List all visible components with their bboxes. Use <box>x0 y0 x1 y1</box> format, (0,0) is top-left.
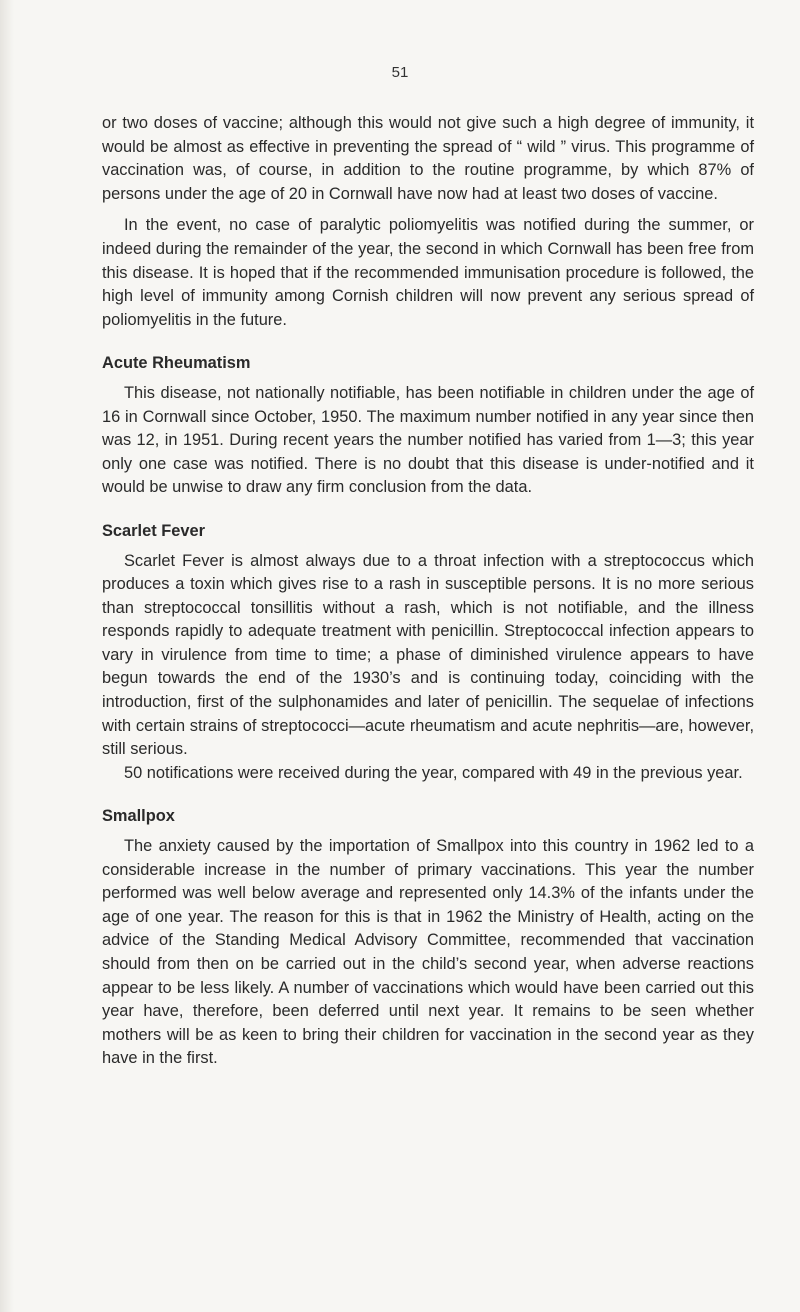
page-number: 51 <box>391 64 409 81</box>
heading-scarlet-fever: Scarlet Fever <box>102 521 205 540</box>
paragraph-scarlet-fever: Scarlet Fever is almost always due to a throat infection with a streptococcus which produces a toxin which gives rise to a rash in susceptible persons. It is no more serious than streptococcal tonsillitis without a rash, which is not notifiable, and the illness responds rapidly to adequate treatment with penicillin. Streptococcal infection appears to vary in virulence from time to time; a phase of diminished virulence appears to have begun towards the end of the 1930’s and is continuing today, coinciding with the introduction, first of the sulphonamides and later of penicillin. The sequelae of infections with certain strains of streptococci—acute rheumatism and acute nephritis—are, however, still serious. <box>102 551 754 759</box>
paragraph-poliomyelitis: In the event, no case of paralytic poliomyelitis was notified during the summer, or indeed during the remainder of the year, the second in which Cornwall has been free from this disease. It is hoped that if the recommended immunisation procedure is followed, the high level of immunity among Cornish children will now prevent any serious spread of poliomyelitis in the future. <box>102 216 754 329</box>
paragraph-vaccine-doses: or two doses of vaccine; although this would not give such a high degree of immunity, it would be almost as effective in preventing the spread of “ wild ” virus. This programme of vaccination was, of course, in addition to the routine programme, by which 87% of persons under the age of 20 in Cornwall have now had at least two doses of vaccine. <box>102 114 754 203</box>
paragraph-scarlet-fever-notifications: 50 notifications were received during the year, compared with 49 in the previous year. <box>124 763 743 782</box>
paragraph-smallpox: The anxiety caused by the importation of Smallpox into this country in 1962 led to a considerable increase in the number of primary vaccinations. This year the number performed was well below average and represented only 14.3% of the infants under the age of one year. The reason for this is that in 1962 the Ministry of Health, acting on the advice of the Standing Medical Advisory Committee, recommended that vaccination should from then on be carried out in the child’s second year, when adverse reactions appear to be less likely. A number of vaccinations which would have been carried out this year have, therefore, been deferred until next year. It remains to be seen whether mothers will be as keen to bring their children for vaccination in the second year as they have in the first. <box>102 837 754 1068</box>
paragraph-acute-rheumatism: This disease, not nationally notifiable, has been notifiable in children under the age of 16 in Cornwall since October, 1950. The maximum number notified in any year since then was 12, in 1951. During recent years the number notified has varied from 1—3; this year only one case was notified. There is no doubt that this disease is under-notified and it would be unwise to draw any firm conclusion from the data. <box>102 383 754 497</box>
heading-acute-rheumatism: Acute Rheumatism <box>102 354 251 373</box>
heading-smallpox: Smallpox <box>102 807 175 826</box>
document-body <box>102 112 754 1071</box>
page-edge-shadow <box>0 0 14 1312</box>
